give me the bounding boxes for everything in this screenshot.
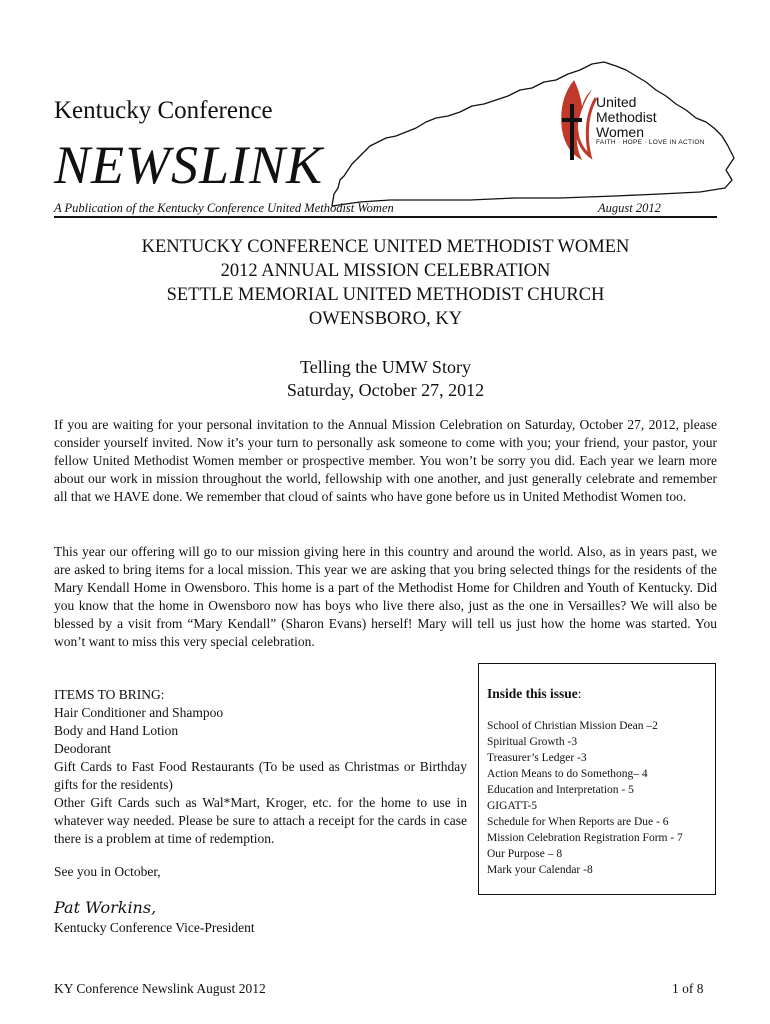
- newsletter-name: NEWSLINK: [54, 135, 324, 195]
- event-theme: Telling the UMW Story: [300, 357, 471, 377]
- inside-list: [487, 718, 707, 878]
- invitation-paragraph: If you are waiting for your personal invitation to the Annual Mission Celebration on Saturday, October 27, 2012, please consider yourself invited. Now it’s your turn to personally ask someone to come with you; your friend, your pastor, your fellow United Methodist Women member or prospective member. You won’t be sorry you did. Each year we learn more about our work in mission throughout the world, fellowship with one another, and just generally celebrate and remember all that we HAVE done. We remember that cloud of saints who have gone before us in United Methodist Women too.: [54, 417, 717, 504]
- conference-title: Kentucky Conference: [54, 97, 273, 124]
- logo-tagline: FAITH · HOPE · LOVE IN ACTION: [596, 139, 705, 146]
- list-item: Deodorant: [54, 741, 111, 756]
- logo-line-2: Methodist: [596, 109, 657, 125]
- list-item: Our Purpose – 8: [487, 848, 563, 860]
- umw-flame-logo: [561, 80, 596, 160]
- logo-line-1: United: [596, 94, 637, 110]
- event-date: Saturday, October 27, 2012: [286, 380, 485, 400]
- heading-line-1: KENTUCKY CONFERENCE UNITED METHODIST WOMEN: [141, 237, 630, 257]
- event-heading: [54, 235, 717, 331]
- list-item: Education and Interpretation - 5: [487, 784, 634, 796]
- issue-date: August 2012: [598, 201, 661, 215]
- list-item: Mission Celebration Registration Form - 7: [487, 832, 683, 844]
- kentucky-map-outline: [330, 60, 740, 210]
- list-item: Hair Conditioner and Shampoo: [54, 705, 224, 720]
- inside-title-text: Inside this issue: [487, 686, 578, 701]
- list-item: School of Christian Mission Dean –2: [487, 720, 658, 732]
- list-item: Body and Hand Lotion: [54, 723, 179, 738]
- signer-title: Kentucky Conference Vice-President: [54, 920, 255, 935]
- inside-this-issue-box: [478, 663, 716, 895]
- heading-line-3: SETTLE MEMORIAL UNITED METHODIST CHURCH: [166, 285, 605, 305]
- event-details: [54, 356, 717, 402]
- signature: Pat Workins,: [54, 898, 157, 917]
- footer-label: KY Conference Newslink August 2012: [54, 981, 266, 996]
- umw-logo-wordmark: [596, 95, 657, 140]
- heading-line-4: OWENSBORO, KY: [308, 309, 463, 329]
- closing-line: See you in October,: [54, 864, 161, 879]
- masthead-rule: [54, 216, 717, 218]
- list-item: Gift Cards to Fast Food Restaurants (To be used as Christmas or Birthday gifts for the residents): [54, 759, 467, 792]
- publication-subtitle: A Publication of the Kentucky Conference United Methodist Women: [54, 201, 394, 215]
- logo-line-3: Women: [596, 124, 644, 140]
- page-number: 1 of 8: [672, 981, 704, 996]
- list-item: Mark your Calendar -8: [487, 864, 593, 876]
- list-item: Treasurer’s Ledger -3: [487, 752, 587, 764]
- offering-paragraph: This year our offering will go to our mission giving here in this country and around the world. Also, as in years past, we are asked to bring items for a local mission. This year we are asking that you bring selected things for the residents of the Mary Kendall Home in Owensboro. This home is a part of the Methodist Home for Children and Youth of Kentucky. Did you know that the home in Owensboro now has boys who live there also, just as the one in Versailles? We will also be blessed by a visit from “Mary Kendall” (Sharon Evans) herself! Mary will tell us just how the home was started. You won’t want to miss this very special celebration.: [54, 544, 717, 649]
- inside-title: [487, 686, 707, 702]
- list-item: Spiritual Growth -3: [487, 736, 578, 748]
- list-item: GIGATT-5: [487, 800, 538, 812]
- list-item: Schedule for When Reports are Due - 6: [487, 816, 669, 828]
- heading-line-2: 2012 ANNUAL MISSION CELEBRATION: [220, 261, 551, 281]
- items-to-bring: [54, 686, 467, 848]
- inside-title-colon: :: [577, 686, 582, 701]
- list-item: Action Means to do Somethong– 4: [487, 768, 648, 780]
- items-title: ITEMS TO BRING:: [54, 687, 165, 702]
- list-item: Other Gift Cards such as Wal*Mart, Kroger, etc. for the home to use in whatever way needed. Please be sure to attach a receipt for the cards in case there is a problem at time of redemption.: [54, 795, 467, 846]
